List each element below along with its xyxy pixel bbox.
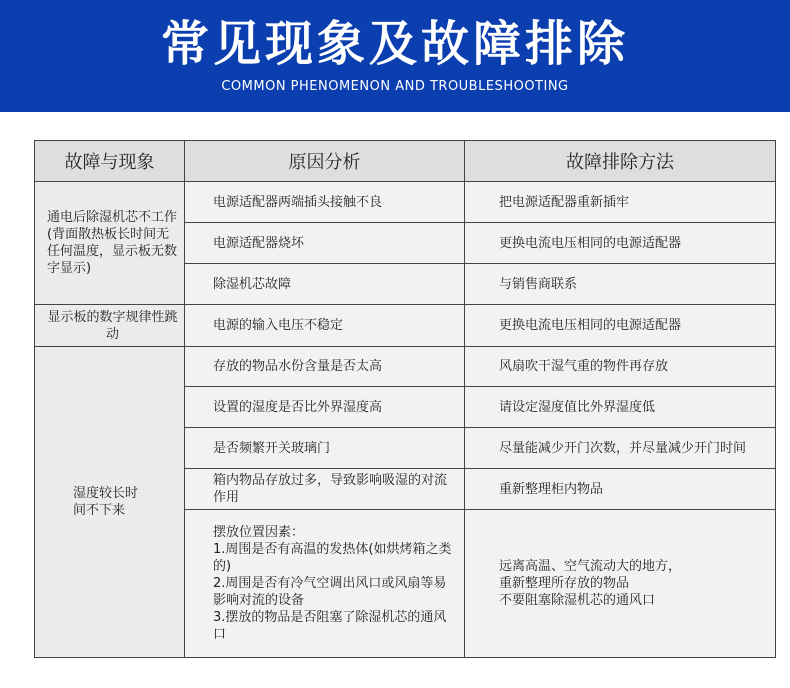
fix-line: 不要阻塞除湿机芯的通风口 xyxy=(499,593,656,608)
symptom-text: 湿度较长时间不下来 xyxy=(73,486,139,518)
symptom-text: 显示板的数字规律性跳动 xyxy=(47,309,178,342)
cause-cell: 除湿机芯故障 xyxy=(185,264,465,305)
fix-line: 重新整理所存放的物品 xyxy=(499,576,630,591)
cause-cell: 存放的物品水份含量是否太高 xyxy=(185,347,465,387)
table-row xyxy=(35,182,776,223)
fix-cell: 把电源适配器重新插牢 xyxy=(465,182,776,223)
page-subtitle: COMMON PHENOMENON AND TROUBLESHOOTING xyxy=(221,79,569,94)
column-header-fix: 故障排除方法 xyxy=(465,141,776,182)
table-row xyxy=(35,347,776,387)
column-header-cause: 原因分析 xyxy=(185,141,465,182)
symptom-cell xyxy=(35,305,185,347)
table-row xyxy=(35,305,776,347)
fix-cell: 与销售商联系 xyxy=(465,264,776,305)
cause-cell: 电源适配器烧坏 xyxy=(185,223,465,264)
fix-cell: 请设定湿度值比外界湿度低 xyxy=(465,387,776,428)
cause-cell xyxy=(185,510,465,658)
cause-line: 1.周围是否有高温的发热体(如烘烤箱之类的) xyxy=(213,542,452,574)
fix-cell xyxy=(465,510,776,658)
fix-cell: 重新整理柜内物品 xyxy=(465,469,776,510)
cause-cell: 设置的湿度是否比外界湿度高 xyxy=(185,387,465,428)
symptom-text: 通电后除湿机芯不工作(背面散热板长时间无任何温度，显示板无数字显示) xyxy=(47,210,178,276)
fix-cell: 更换电流电压相同的电源适配器 xyxy=(465,223,776,264)
fix-cell: 风扇吹干湿气重的物件再存放 xyxy=(465,347,776,387)
cause-line: 3.摆放的物品是否阻塞了除湿机芯的通风口 xyxy=(213,610,447,642)
fix-cell: 尽量能减少开门次数，并尽量减少开门时间 xyxy=(465,428,776,469)
cause-cell: 是否频繁开关玻璃门 xyxy=(185,428,465,469)
cause-cell: 电源的输入电压不稳定 xyxy=(185,305,465,347)
troubleshooting-table xyxy=(34,140,776,658)
fix-cell: 更换电流电压相同的电源适配器 xyxy=(465,305,776,347)
cause-line: 摆放位置因素： xyxy=(213,525,305,540)
cause-line: 2.周围是否有冷气空调出风口或风扇等易影响对流的设备 xyxy=(213,576,447,608)
symptom-cell xyxy=(35,182,185,305)
cause-cell: 电源适配器两端插头接触不良 xyxy=(185,182,465,223)
cause-cell: 箱内物品存放过多，导致影响吸湿的对流作用 xyxy=(185,469,465,510)
fix-line: 远离高温、空气流动大的地方， xyxy=(499,559,682,574)
table-header-row xyxy=(35,141,776,182)
column-header-symptom: 故障与现象 xyxy=(35,141,185,182)
page-title: 常见现象及故障排除 xyxy=(160,16,629,72)
symptom-cell xyxy=(35,347,185,658)
header-banner xyxy=(0,0,790,112)
